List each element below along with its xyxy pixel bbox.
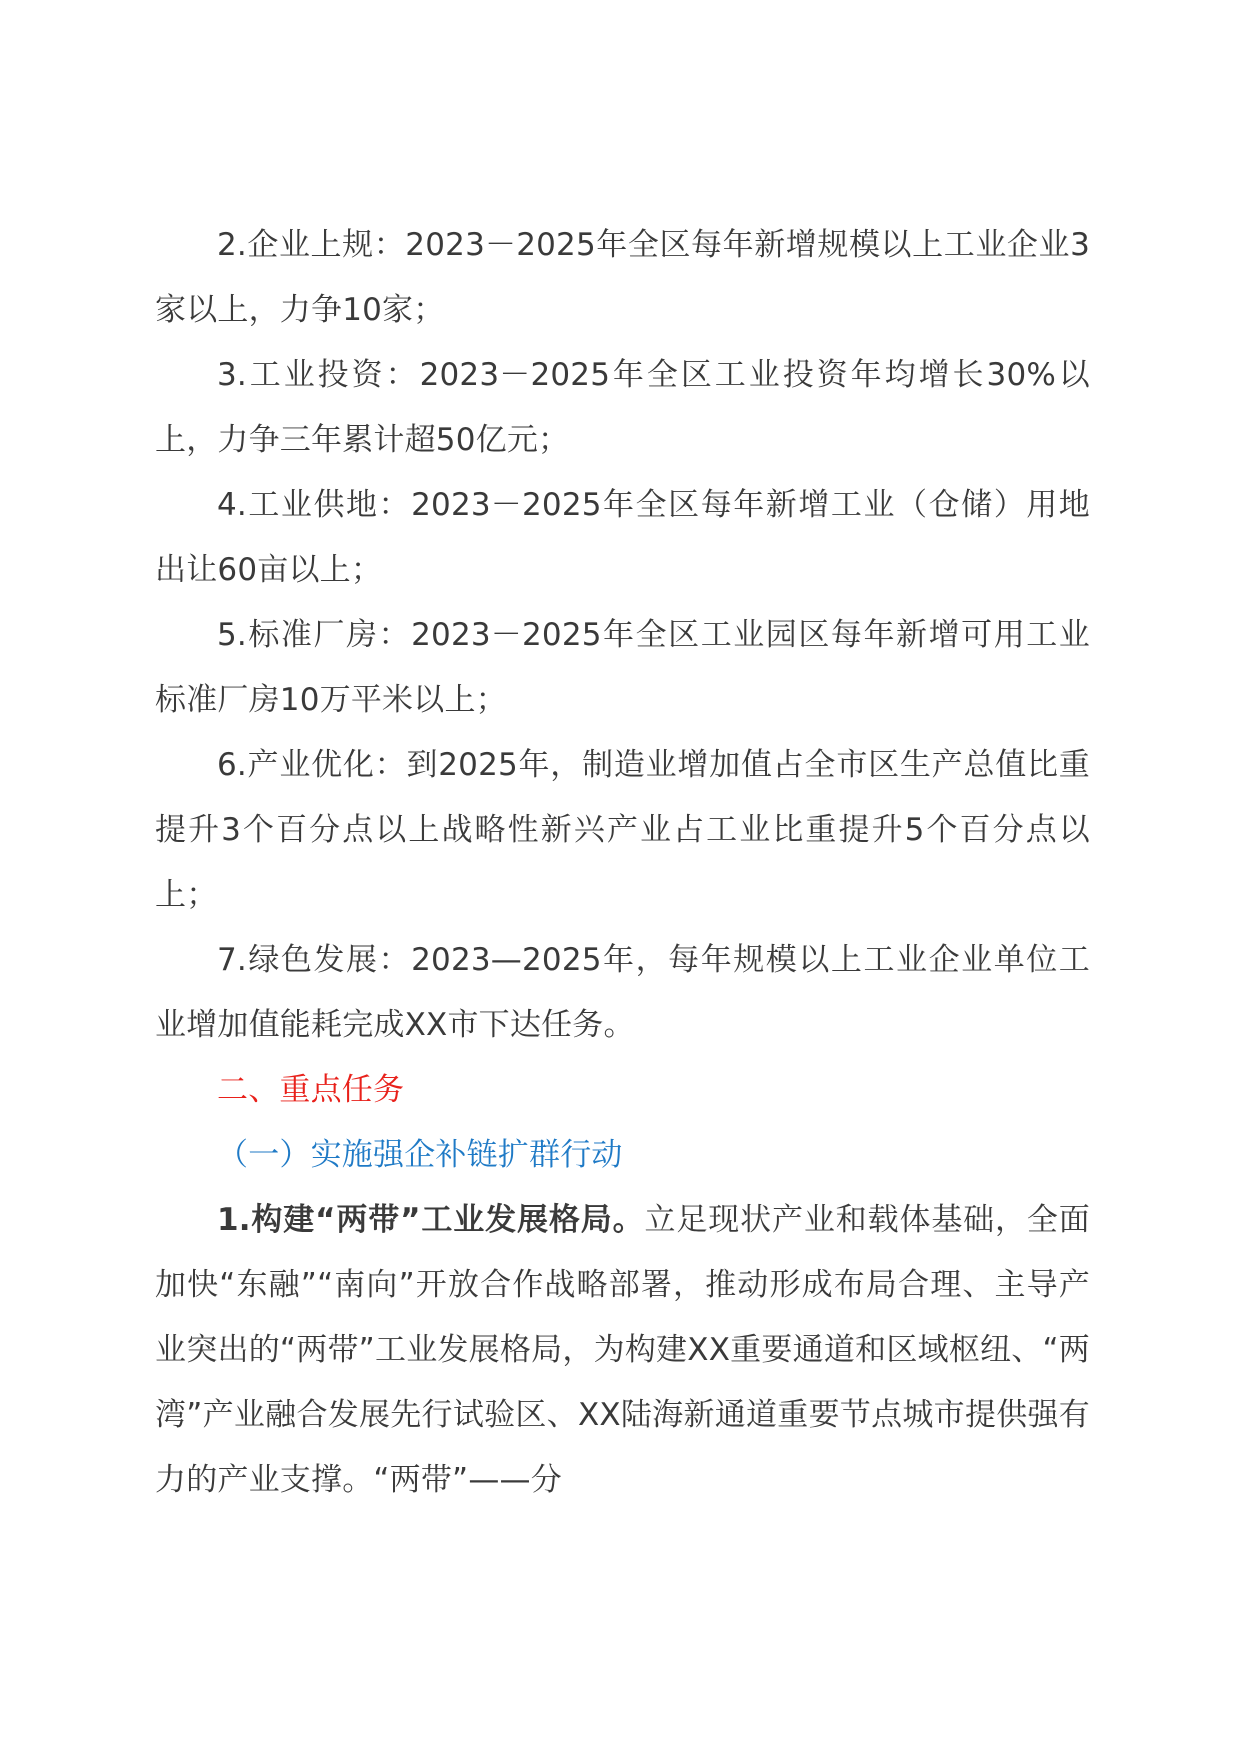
item-1-title: 1.构建“两带”工业发展格局。 [217, 1202, 645, 1238]
paragraph-industrial-land: 4.工业供地：2023－2025年全区每年新增工业（仓储）用地出让60亩以上； [155, 487, 1090, 588]
paragraph-industrial-investment: 3.工业投资：2023－2025年全区工业投资年均增长30%以上，力争三年累计超50亿元； [155, 357, 1090, 458]
section-heading: 二、重点任务 [217, 1072, 405, 1108]
paragraph-item-1 [155, 1188, 1090, 1513]
paragraph-green-development: 7.绿色发展：2023—2025年，每年规模以上工业企业单位工业增加值能耗完成XX市下达任务。 [155, 942, 1090, 1043]
item-1-body: 立足现状产业和载体基础，全面加快“东融”“南向”开放合作战略部署，推动形成布局合理、主导产业突出的“两带”工业发展格局，为构建XX重要通道和区域枢纽、“两湾”产业融合发展先行试验区、XX陆海新通道重要节点城市提供强有力的产业支撑。“两带”——分 [155, 1202, 1090, 1498]
paragraph-industry-optimization: 6.产业优化：到2025年，制造业增加值占全市区生产总值比重提升3个百分点以上战略性新兴产业占工业比重提升5个百分点以上； [155, 747, 1090, 913]
subsection-heading: （一）实施强企补链扩群行动 [217, 1137, 623, 1173]
paragraph-standard-factory: 5.标准厂房：2023－2025年全区工业园区每年新增可用工业标准厂房10万平米以上； [155, 617, 1090, 718]
paragraph-enterprise-upgrade: 2.企业上规：2023－2025年全区每年新增规模以上工业企业3家以上，力争10家； [155, 227, 1090, 328]
document-body [155, 213, 1090, 1513]
